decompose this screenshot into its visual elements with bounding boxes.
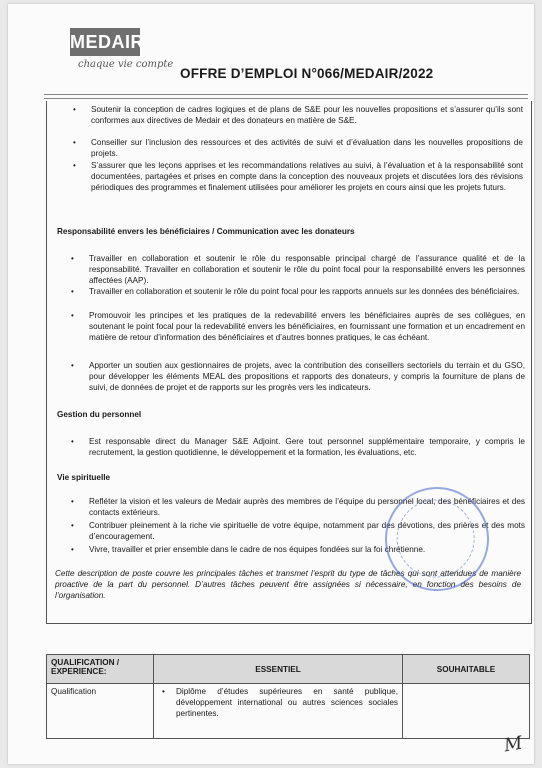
table-row	[47, 684, 530, 739]
medair-logo: MEDAIR	[70, 28, 140, 56]
closing-note: Cette description de poste couvre les principales tâches et transmet l’esprit du type de tâches qui sont attendues de manière proactive de la part du personnel. D’autres tâches peuvent être assignées si nécessaire, en fonction des besoins de l’organisation.	[55, 569, 521, 600]
table-header-row	[47, 655, 530, 684]
column-header: SOUHAITABLE	[403, 655, 530, 684]
column-header: ESSENTIEL	[154, 655, 403, 684]
section-heading-gestion: Gestion du personnel	[57, 410, 142, 419]
list-item: • Travailler en collaboration et soutenir le rôle du responsable principal chargé de l’assurance qualité et de la responsabilité. Travailler en collaboration et soutenir le rôle du point focal pour la responsabilité envers les personnes affectées (AAP).	[89, 254, 525, 286]
list-item: • Est responsable direct du Manager S&E Adjoint. Gere tout personnel supplémentaire temporaire, y compris le recrutement, la gestion quotidienne, le développement et la formation, les évaluations, etc.	[89, 437, 525, 459]
list-item: • Contribuer pleinement à la riche vie spirituelle de votre équipe, notamment par des dévotions, des prières et des mots d’encouragement.	[89, 521, 525, 543]
document-page	[8, 4, 534, 764]
logo-tagline: chaque vie compte	[78, 59, 174, 70]
handwritten-signature: M	[502, 732, 525, 757]
list-item: • Soutenir la conception de cadres logiques et de plans de S&E pour les nouvelles propositions et s’assurer qu’ils sont conformes aux directives de Medair et des donateurs en matière de S&E.	[91, 105, 523, 127]
table-cell: Qualification	[47, 684, 154, 739]
section-heading-responsabilite: Responsabilité envers les bénéficiaires / Communication avec les donateurs	[57, 227, 355, 236]
qualification-table	[46, 654, 530, 739]
list-item: • Apporter un soutien aux gestionnaires de projets, avec la contribution des conseillers sectoriels du terrain et du GSO, pour développer les éléments MEAL des propositions et rapports des donateurs, y compris la fourniture de plans de suivi, de données de projet et de rapports sur les progrès vers les indicateurs.	[89, 361, 525, 393]
table-cell	[403, 684, 530, 739]
content-box	[46, 101, 532, 624]
list-item: • Travailler en collaboration et soutenir le rôle du point focal pour les rapports annuels sur les données des bénéficiaires.	[89, 287, 525, 298]
list-item: • S’assurer que les leçons apprises et les recommandations relatives au suivi, à l’évaluation et à la responsabilité sont documentées, partagées et prises en compte dans la conception des nouveaux projets et discutées lors des révisions périodiques des programmes et finalement utilisées pour améliorer les projets en cours ainsi que les projets futurs.	[91, 161, 523, 193]
header-divider-2	[44, 98, 528, 99]
list-item: • Vivre, travailler et prier ensemble dans le cadre de nos équipes fondées sur la foi chrétienne.	[89, 545, 525, 556]
list-item: • Diplôme d’études supérieures en santé publique, développement international ou autres sciences sociales pertinentes.	[158, 687, 398, 719]
list-item: • Promouvoir les principes et les pratiques de la redevabilité envers les bénéficiaires auprès de ses collègues, en soutenant le point focal pour la redevabilité envers les bénéficiaires, en fournissant une formation et un encadrement en matière de retour d’information des bénéficiaires et d’autres bonnes pratiques, le cas échéant.	[89, 311, 525, 343]
list-item: • Conseiller sur l’inclusion des ressources et des activités de suivi et d’évaluation dans les nouvelles propositions de projets.	[91, 138, 523, 160]
page-title: OFFRE D’EMPLOI N°066/MEDAIR/2022	[180, 66, 434, 81]
header-divider	[44, 94, 528, 95]
list-item: • Refléter la vision et les valeurs de Medair auprès des membres de l’équipe du personnel local, des bénéficiaires et des contacts extérieurs.	[89, 497, 525, 519]
section-heading-vie: Vie spirituelle	[57, 473, 111, 482]
table-cell	[154, 684, 403, 739]
column-header: QUALIFICATION / EXPERIENCE:	[47, 655, 154, 684]
